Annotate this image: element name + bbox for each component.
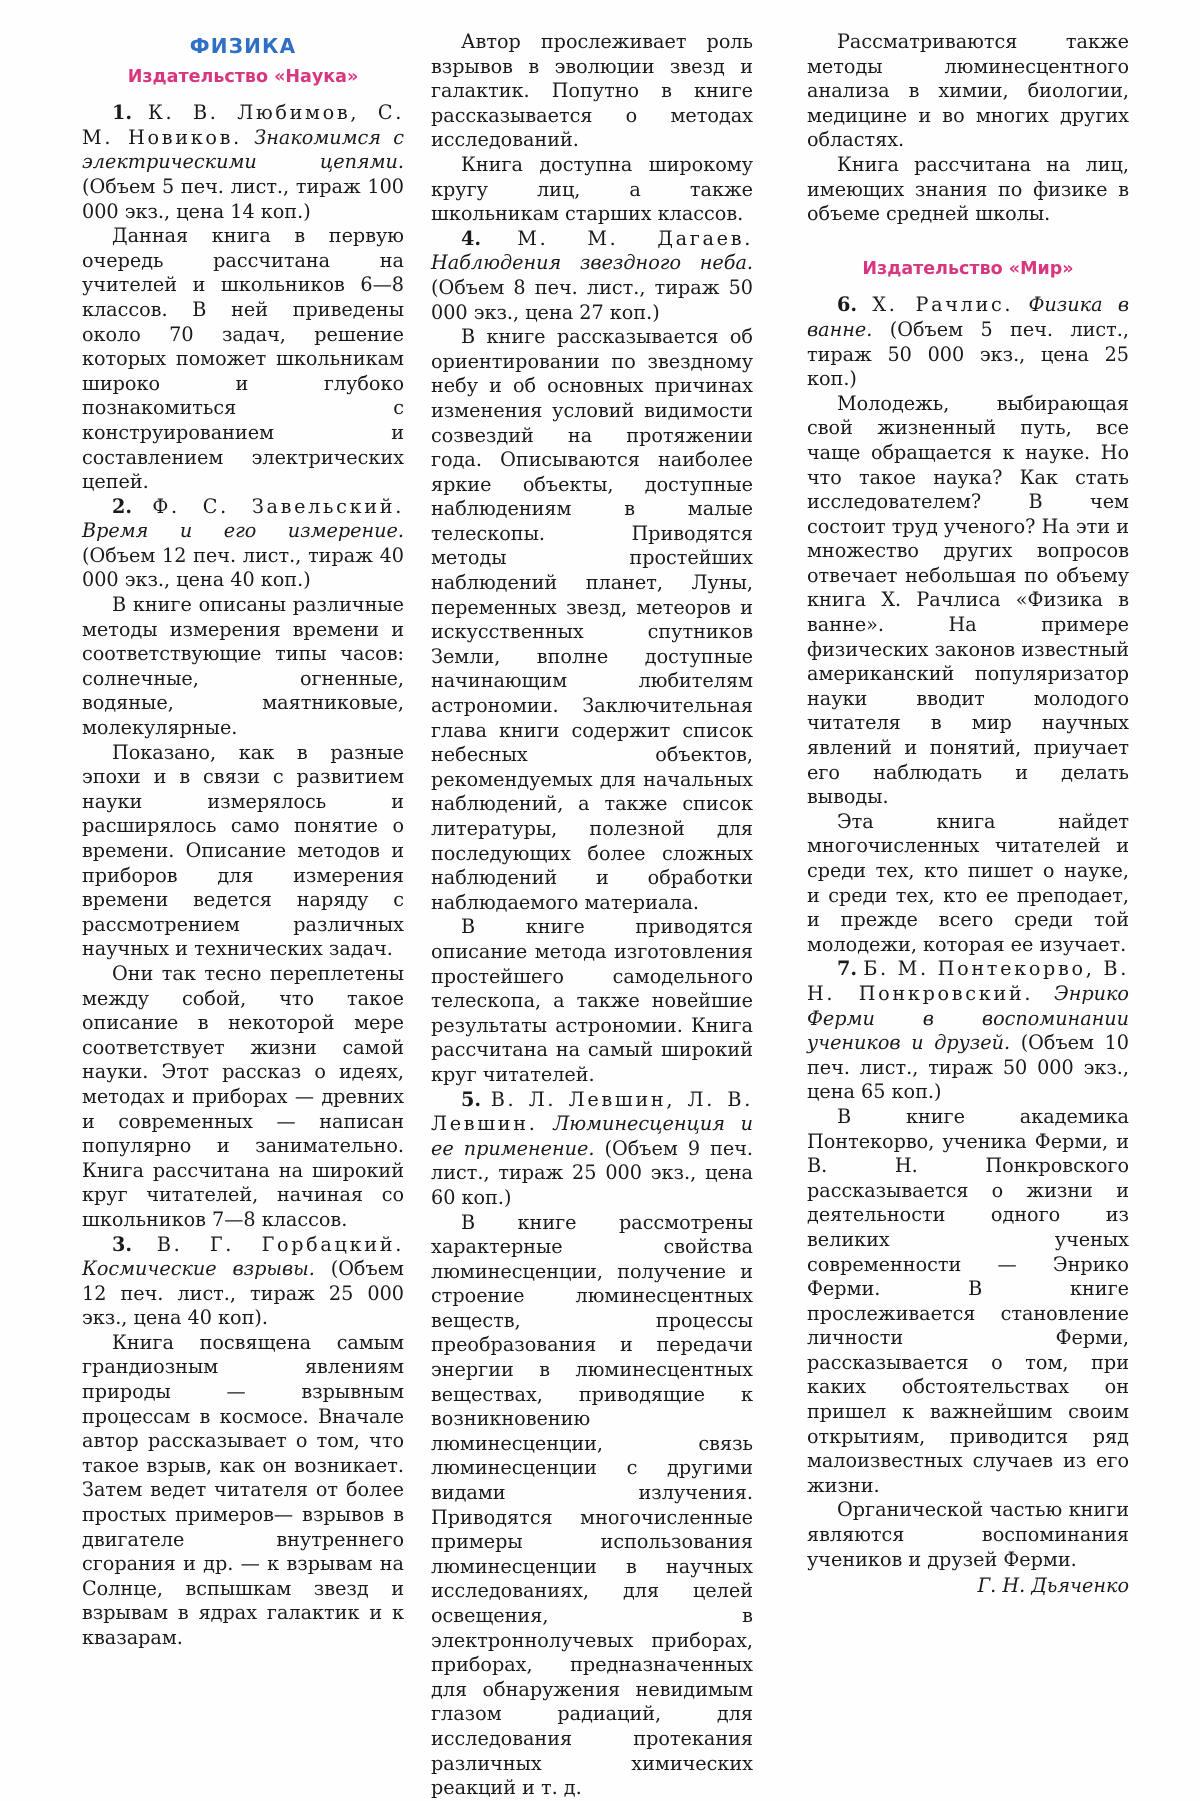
book-author: В. Л. Левшин, Л. В. Левшин.: [431, 1087, 753, 1136]
book-description: В книге рассказывается об ориентировании по звездному небу и об основных причинах изменения условий видимости созвездий на протяжении года. Описываются наиболее яркие объекты, доступные наблюдениям в малые телескопы. Приводятся методы простейших наблюдений планет, Луны, переменных звезд, метеоров и искусственных спутников Земли, вполне доступные начинающим любителям астрономии. Заключительная глава книги содержит список небесных объектов, рекомендуемых для начальных наблюдений, а также список литературы, полезной для последующих более сложных наблюдений и обработки наблюдаемого материала.: [431, 325, 753, 914]
book-description: В книге академика Понтекорво, ученика Ферми, и В. Н. Понкровского рассказывается о жизни и деятельности одного из великих ученых современности — Энрико Ферми. В книге прослеживается становление личности Ферми, рассказывается о том, при каких обстоятельствах он пришел к важнейшим своим открытиям, приводится ряд малоизвестных случаев из его жизни.: [807, 1104, 1129, 1497]
book-title: Время и его измерение.: [82, 519, 404, 543]
book-title: Космические взрывы.: [82, 1257, 315, 1281]
book-author: В. Г. Горбацкий.: [156, 1232, 404, 1256]
book-description: Книга рассчитана на лиц, имеющих знания по физике в объеме средней школы.: [807, 152, 1129, 226]
book-entry-7: [807, 957, 1129, 1105]
book-entry-5: [431, 1088, 753, 1211]
book-author: К. В. Любимов, С. М. Новиков.: [82, 101, 404, 149]
book-description: Показано, как в разные эпохи и в связи с развитием науки измерялось и расширялось само понятие о времени. Описание методов и приборов для измерения времени ведется наряду с рассмотрением различных научных и технических задач.: [82, 740, 404, 961]
book-description: Они так тесно переплетены между собой, что такое описание в некоторой мере соответствует жизни самой науки. Этот рассказ о идеях, методах и приборах — древних и современных — написан популярно и занимательно. Книга рассчитана на широкий круг читателей, начиная со школьников 7—8 классов.: [82, 961, 404, 1231]
book-author: М. М. Дагаев.: [517, 226, 753, 250]
book-details: (Объем 10 печ. лист., тираж 50 000 экз., цена 65 коп.): [807, 1031, 1129, 1104]
book-details: (Объем 12 печ. лист., тираж 25 000 экз., цена 40 коп).: [82, 1257, 404, 1330]
entry-number: 2.: [112, 494, 133, 518]
column-3: [807, 30, 1129, 1599]
book-title: Физика в ванне.: [807, 293, 1129, 341]
book-title: Знакомимся с электрическими цепями.: [82, 125, 405, 174]
book-description: Данная книга в первую очередь рассчитана на учителей и школьников 6—8 классов. В ней приведены около 70 задач, решение которых поможет школьникам широко и глубоко познакомиться с конструированием и составлением электрических цепей.: [82, 224, 404, 494]
book-title: Наблюдения звездного неба.: [431, 251, 753, 275]
column-2: [431, 30, 753, 1801]
publisher-heading-mir: Издательство «Мир»: [862, 258, 1074, 279]
book-description: В книге описаны различные методы измерения времени и соответствующие типы часов: солнечные, огненные, водяные, маятниковые, молекулярные.: [82, 593, 404, 740]
book-title: Энрико Ферми в воспоминании учеников и друзей.: [807, 981, 1129, 1055]
publisher-heading-nauka: Издательство «Наука»: [127, 66, 359, 87]
entry-number: 6.: [837, 293, 858, 317]
book-details: (Объем 12 печ. лист., тираж 40 000 экз., цена 40 коп.): [82, 543, 404, 592]
book-author: Б. М. Понтекорво, В. Н. Понкровский.: [807, 957, 1129, 1005]
book-details: (Объем 5 печ. лист., тираж 50 000 экз., цена 25 коп.): [807, 317, 1129, 391]
book-details: (Объем 5 печ. лист., тираж 100 000 экз., цена 14 коп.): [82, 174, 404, 223]
book-entry-4: [431, 227, 753, 325]
book-description: Органической частью книги являются воспоминания учеников и друзей Ферми.: [807, 1498, 1129, 1571]
book-author: Ф. С. Завельский.: [152, 494, 404, 518]
book-description: Книга доступна широкому кругу лиц, а также школьникам старших классов.: [431, 152, 753, 226]
section-title: ФИЗИКА: [189, 34, 297, 58]
column-1: [82, 30, 404, 1651]
book-details: (Объем 8 печ. лист., тираж 50 000 экз., цена 27 коп.): [431, 275, 753, 324]
entry-number: 4.: [461, 226, 482, 250]
entry-number: 3.: [112, 1232, 133, 1256]
book-author: Х. Рачлис.: [872, 293, 1014, 317]
book-entry-1: [82, 101, 404, 224]
book-description: Молодежь, выбирающая свой жизненный путь, все чаще обращается к науке. Но что такое наука? Как стать исследователем? В чем состоит труд ученого? На эти и множество других вопросов отвечает небольшая по объему книга Х. Рачлиса «Физика в ванне». На примере физических законов известный американский популяризатор науки вводит молодого читателя в мир научных явлений и понятий, приучает его наблюдать и делать выводы.: [807, 391, 1129, 809]
entry-number: 1.: [112, 101, 133, 125]
book-entry-6: [807, 293, 1129, 391]
book-description: Эта книга найдет многочисленных читателей и среди тех, кто пишет о науке, и среди тех, кто ее преподает, и прежде всего среди той молодежи, которая ее изучает.: [807, 809, 1129, 956]
book-entry-2: [82, 495, 404, 593]
book-entry-3: [82, 1233, 404, 1331]
book-description: Книга посвящена самым грандиозным явлениям природы — взрывным процессам в космосе. Вначале автор рассказывает о том, что такое взрыв, как он возникает. Затем ведет читателя от более простых примеров— взрывов в двигателе внутреннего сгорания и др. — к взрывам на Солнце, вспышкам звезд и взрывам в ядрах галактик и к квазарам.: [82, 1330, 404, 1649]
entry-number: 5.: [461, 1087, 482, 1111]
reviewer-signature: Г. Н. Дьяченко: [977, 1574, 1129, 1598]
book-title: Люминесценция и ее применение.: [431, 1112, 753, 1160]
entry-number: 7.: [837, 957, 858, 981]
book-details: (Объем 9 печ. лист., тираж 25 000 экз., цена 60 коп.): [431, 1136, 753, 1209]
book-description: В книге приводятся описание метода изготовления простейшего самодельного телескопа, а также новейшие результаты астрономии. Книга рассчитана на самый широкий круг читателей.: [431, 915, 753, 1086]
book-description: В книге рассмотрены характерные свойства люминесценции, получение и строение люминесцентных веществ, процессы преобразования и передачи энергии в люминесцентных веществах, приводящие к возникновению люминесценции, связь люминесценции с другими видами излучения. Приводятся многочисленные примеры использования люминесценции в научных исследованиях, для целей освещения, в электроннолучевых приборах, приборах, предназначенных для обнаружения невидимым глазом радиаций, для исследования протекания различных химических реакций и т. д.: [431, 1210, 753, 1800]
book-description: Автор прослеживает роль взрывов в эволюции звезд и галактик. Попутно в книге рассказывается о методах исследований.: [431, 30, 753, 152]
book-description: Рассматриваются также методы люминесцентного анализа в химии, биологии, медицине и во многих других областях.: [807, 30, 1129, 152]
